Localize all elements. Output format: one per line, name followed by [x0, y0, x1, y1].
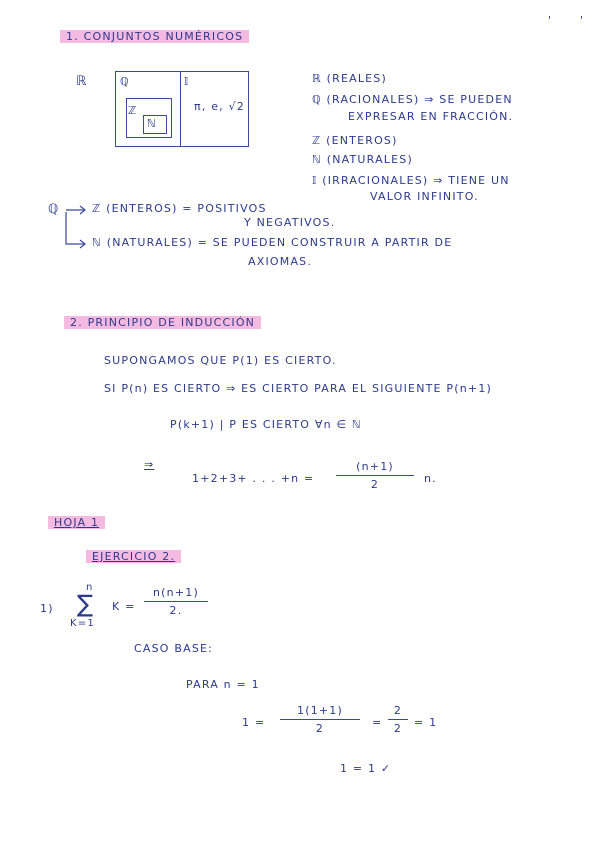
tree-branch-integers: ℤ (ENTEROS) = POSITIVOS	[92, 202, 267, 215]
fraction-bar	[144, 601, 208, 602]
fraction-bar	[388, 719, 408, 720]
tree-branch-naturals: ℕ (NATURALES) = SE PUEDEN CONSTRUIR A PARTIR DE	[92, 236, 453, 249]
diagram-label-Z: ℤ	[128, 104, 138, 117]
def-irrationals: 𝕀 (IRRACIONALES) ⇒ TIENE UN	[312, 174, 510, 187]
def-naturals: ℕ (NATURALES)	[312, 153, 413, 166]
induction-line-1: SUPONGAMOS QUE P(1) ES CIERTO.	[104, 354, 337, 367]
tree-branch-naturals-cont: AXIOMAS.	[248, 255, 313, 268]
def-irrationals-cont: VALOR INFINITO.	[370, 190, 479, 203]
sigma-term: K =	[112, 600, 136, 613]
exercise-index: 1)	[40, 602, 54, 615]
ejercicio-title: EJERCICIO 2.	[86, 550, 181, 563]
sum-formula-lhs: 1+2+3+ . . . +n =	[192, 472, 315, 485]
fraction-bar	[280, 719, 360, 720]
exercise-denominator: 2.	[169, 604, 183, 617]
induction-arrow: ⇒	[144, 458, 155, 471]
def-rationals-cont: EXPRESAR EN FRACCIÓN.	[348, 110, 514, 123]
def-reals: ℝ (REALES)	[312, 72, 387, 85]
base-case-label: CASO BASE:	[134, 642, 214, 655]
def-integers: ℤ (ENTEROS)	[312, 134, 398, 147]
base-case-eq-mid: =	[372, 716, 383, 729]
base-case-numerator-1: 1(1+1)	[297, 704, 343, 717]
exercise-fraction	[144, 586, 208, 617]
base-case-condition: PARA n = 1	[186, 678, 260, 691]
sum-formula-rhs: n.	[424, 472, 437, 485]
tree-branch-integers-cont: Y NEGATIVOS.	[244, 216, 336, 229]
induction-line-2: SI P(n) ES CIERTO ⇒ ES CIERTO PARA EL SIGUIENTE P(n+1)	[104, 382, 493, 395]
diagram-label-Q: ℚ	[120, 75, 130, 88]
induction-line-3: P(k+1) | P ES CIERTO ∀n ∈ ℕ	[170, 418, 362, 431]
fraction-bar	[336, 475, 414, 476]
sigma-symbol: ∑	[77, 590, 95, 618]
tree-root: ℚ	[48, 202, 60, 217]
def-rationals: ℚ (RACIONALES) ⇒ SE PUEDEN	[312, 93, 513, 106]
exercise-numerator: n(n+1)	[153, 586, 199, 599]
sigma-lower-limit: K=1	[70, 618, 95, 629]
corner-mark: '	[548, 14, 553, 27]
section-1-title: 1. CONJUNTOS NUMÉRICOS	[60, 30, 249, 43]
base-case-check: 1 = 1 ✓	[340, 762, 392, 775]
base-case-fraction-1	[280, 704, 360, 735]
sum-formula-denominator: 2	[370, 478, 380, 491]
diagram-label-I: 𝕀	[184, 75, 190, 88]
diagram-label-N: ℕ	[147, 117, 158, 130]
base-case-numerator-2: 2	[393, 704, 403, 717]
sum-formula-fraction	[336, 460, 414, 491]
section-2-title: 2. PRINCIPIO DE INDUCCIÓN	[64, 316, 261, 329]
base-case-eq-lhs: 1 =	[242, 716, 266, 729]
sum-formula-numerator: (n+1)	[356, 460, 394, 473]
base-case-fraction-2	[388, 704, 408, 735]
sigma-upper-limit: n	[86, 582, 94, 593]
corner-mark: '	[580, 14, 585, 27]
irrationals-examples: π, e, √2	[194, 100, 245, 113]
base-case-eq-rhs: = 1	[414, 716, 438, 729]
base-case-denominator-2: 2	[393, 722, 403, 735]
hoja-title: HOJA 1	[48, 516, 105, 529]
base-case-denominator-1: 2	[315, 722, 325, 735]
diagram-label-R: ℝ	[76, 74, 88, 89]
